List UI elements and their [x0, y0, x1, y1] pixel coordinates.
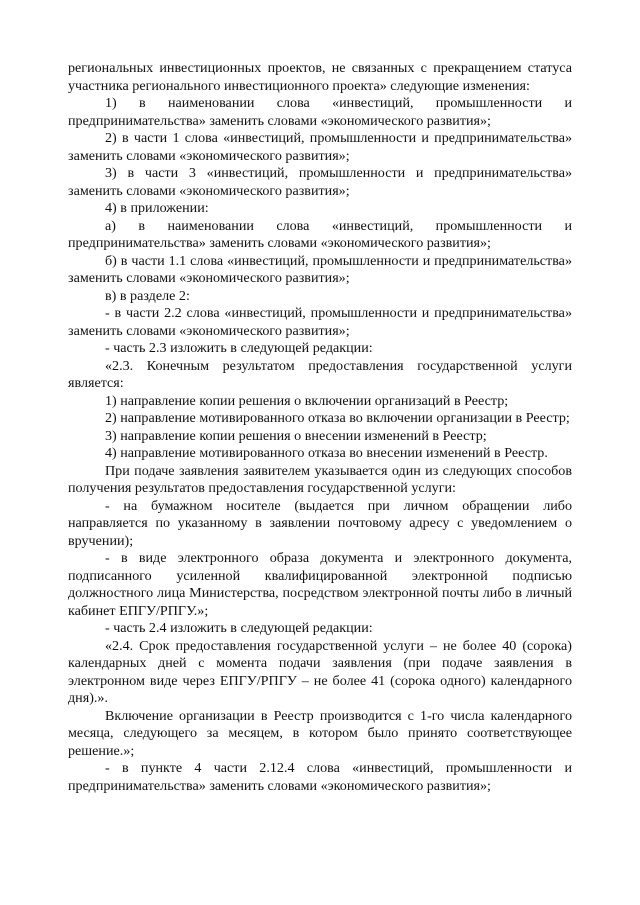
paragraph-methods-intro: При подаче заявления заявителем указывается один из следующих способов получения результатов предоставления государственной услуги:	[68, 462, 572, 496]
paragraph-method-electronic: - в виде электронного образа документа и электронного документа, подписанного усиленной квалифицированной электронной подписью должностного лица Министерства, посредством электронной почты либо в личный кабинет ЕПГУ/РПГУ.»;	[68, 550, 572, 619]
paragraph-quote-2-4: «2.4. Срок предоставления государственной услуги – не более 40 (сорока) календарных дней с момента подачи заявления (при подаче заявления в электронном виде через ЕПГУ/РПГУ – не более 41 (сорока одного) календарного дня).».	[68, 637, 572, 706]
paragraph-inclusion: Включение организации в Реестр производится с 1-го числа календарного месяца, следующего за месяцем, в котором было принято соответствующее решение.»;	[68, 707, 572, 759]
paragraph-subitem-a: а) в наименовании слова «инвестиций, промышленности и предпринимательства» заменить словами «экономического развития»;	[68, 217, 572, 251]
paragraph-dash-2-2: - в части 2.2 слова «инвестиций, промышленности и предпринимательства» заменить словами «экономического развития»;	[68, 305, 572, 339]
paragraph-subitem-v: в) в разделе 2:	[105, 287, 190, 304]
paragraph-item-3: 3) в части 3 «инвестиций, промышленности и предпринимательства» заменить словами «экономического развития»;	[68, 165, 572, 199]
paragraph-item-2: 2) в части 1 слова «инвестиций, промышленности и предпринимательства» заменить словами «экономического развития»;	[68, 130, 572, 164]
paragraph-result-4: 4) направление мотивированного отказа во внесении изменений в Реестр.	[105, 445, 548, 461]
paragraph-dash-2-12-4: - в пункте 4 части 2.12.4 слова «инвестиций, промышленности и предпринимательства» заменить словами «экономического развития»;	[68, 760, 572, 794]
paragraph-quote-2-3: «2.3. Конечным результатом предоставления государственной услуги является:	[68, 357, 572, 391]
paragraph-dash-2-3: - часть 2.3 изложить в следующей редакции:	[105, 340, 373, 356]
paragraph-dash-2-4: - часть 2.4 изложить в следующей редакции:	[105, 620, 373, 636]
paragraph-method-paper: - на бумажном носителе (выдается при личном обращении либо направляется по указанному в заявлении почтовому адресу с уведомлением о вручении);	[68, 497, 572, 549]
paragraph-result-1: 1) направление копии решения о включении организаций в Реестр;	[105, 392, 509, 409]
paragraph-item-1: 1) в наименовании слова «инвестиций, промышленности и предпринимательства» заменить словами «экономического развития»;	[68, 95, 572, 129]
paragraph-result-2: 2) направление мотивированного отказа во включении организации в Реестр;	[105, 410, 570, 426]
paragraph-result-3: 3) направление копии решения о внесении изменений в Реестр;	[105, 427, 487, 444]
document-body	[68, 60, 572, 795]
paragraph-subitem-b: б) в части 1.1 слова «инвестиций, промышленности и предпринимательства» заменить словами «экономического развития»;	[68, 252, 572, 286]
paragraph-item-4: 4) в приложении:	[105, 200, 209, 216]
paragraph-continuation: региональных инвестиционных проектов, не связанных с прекращением статуса участника регионального инвестиционного проекта» следующие изменения:	[68, 60, 572, 94]
